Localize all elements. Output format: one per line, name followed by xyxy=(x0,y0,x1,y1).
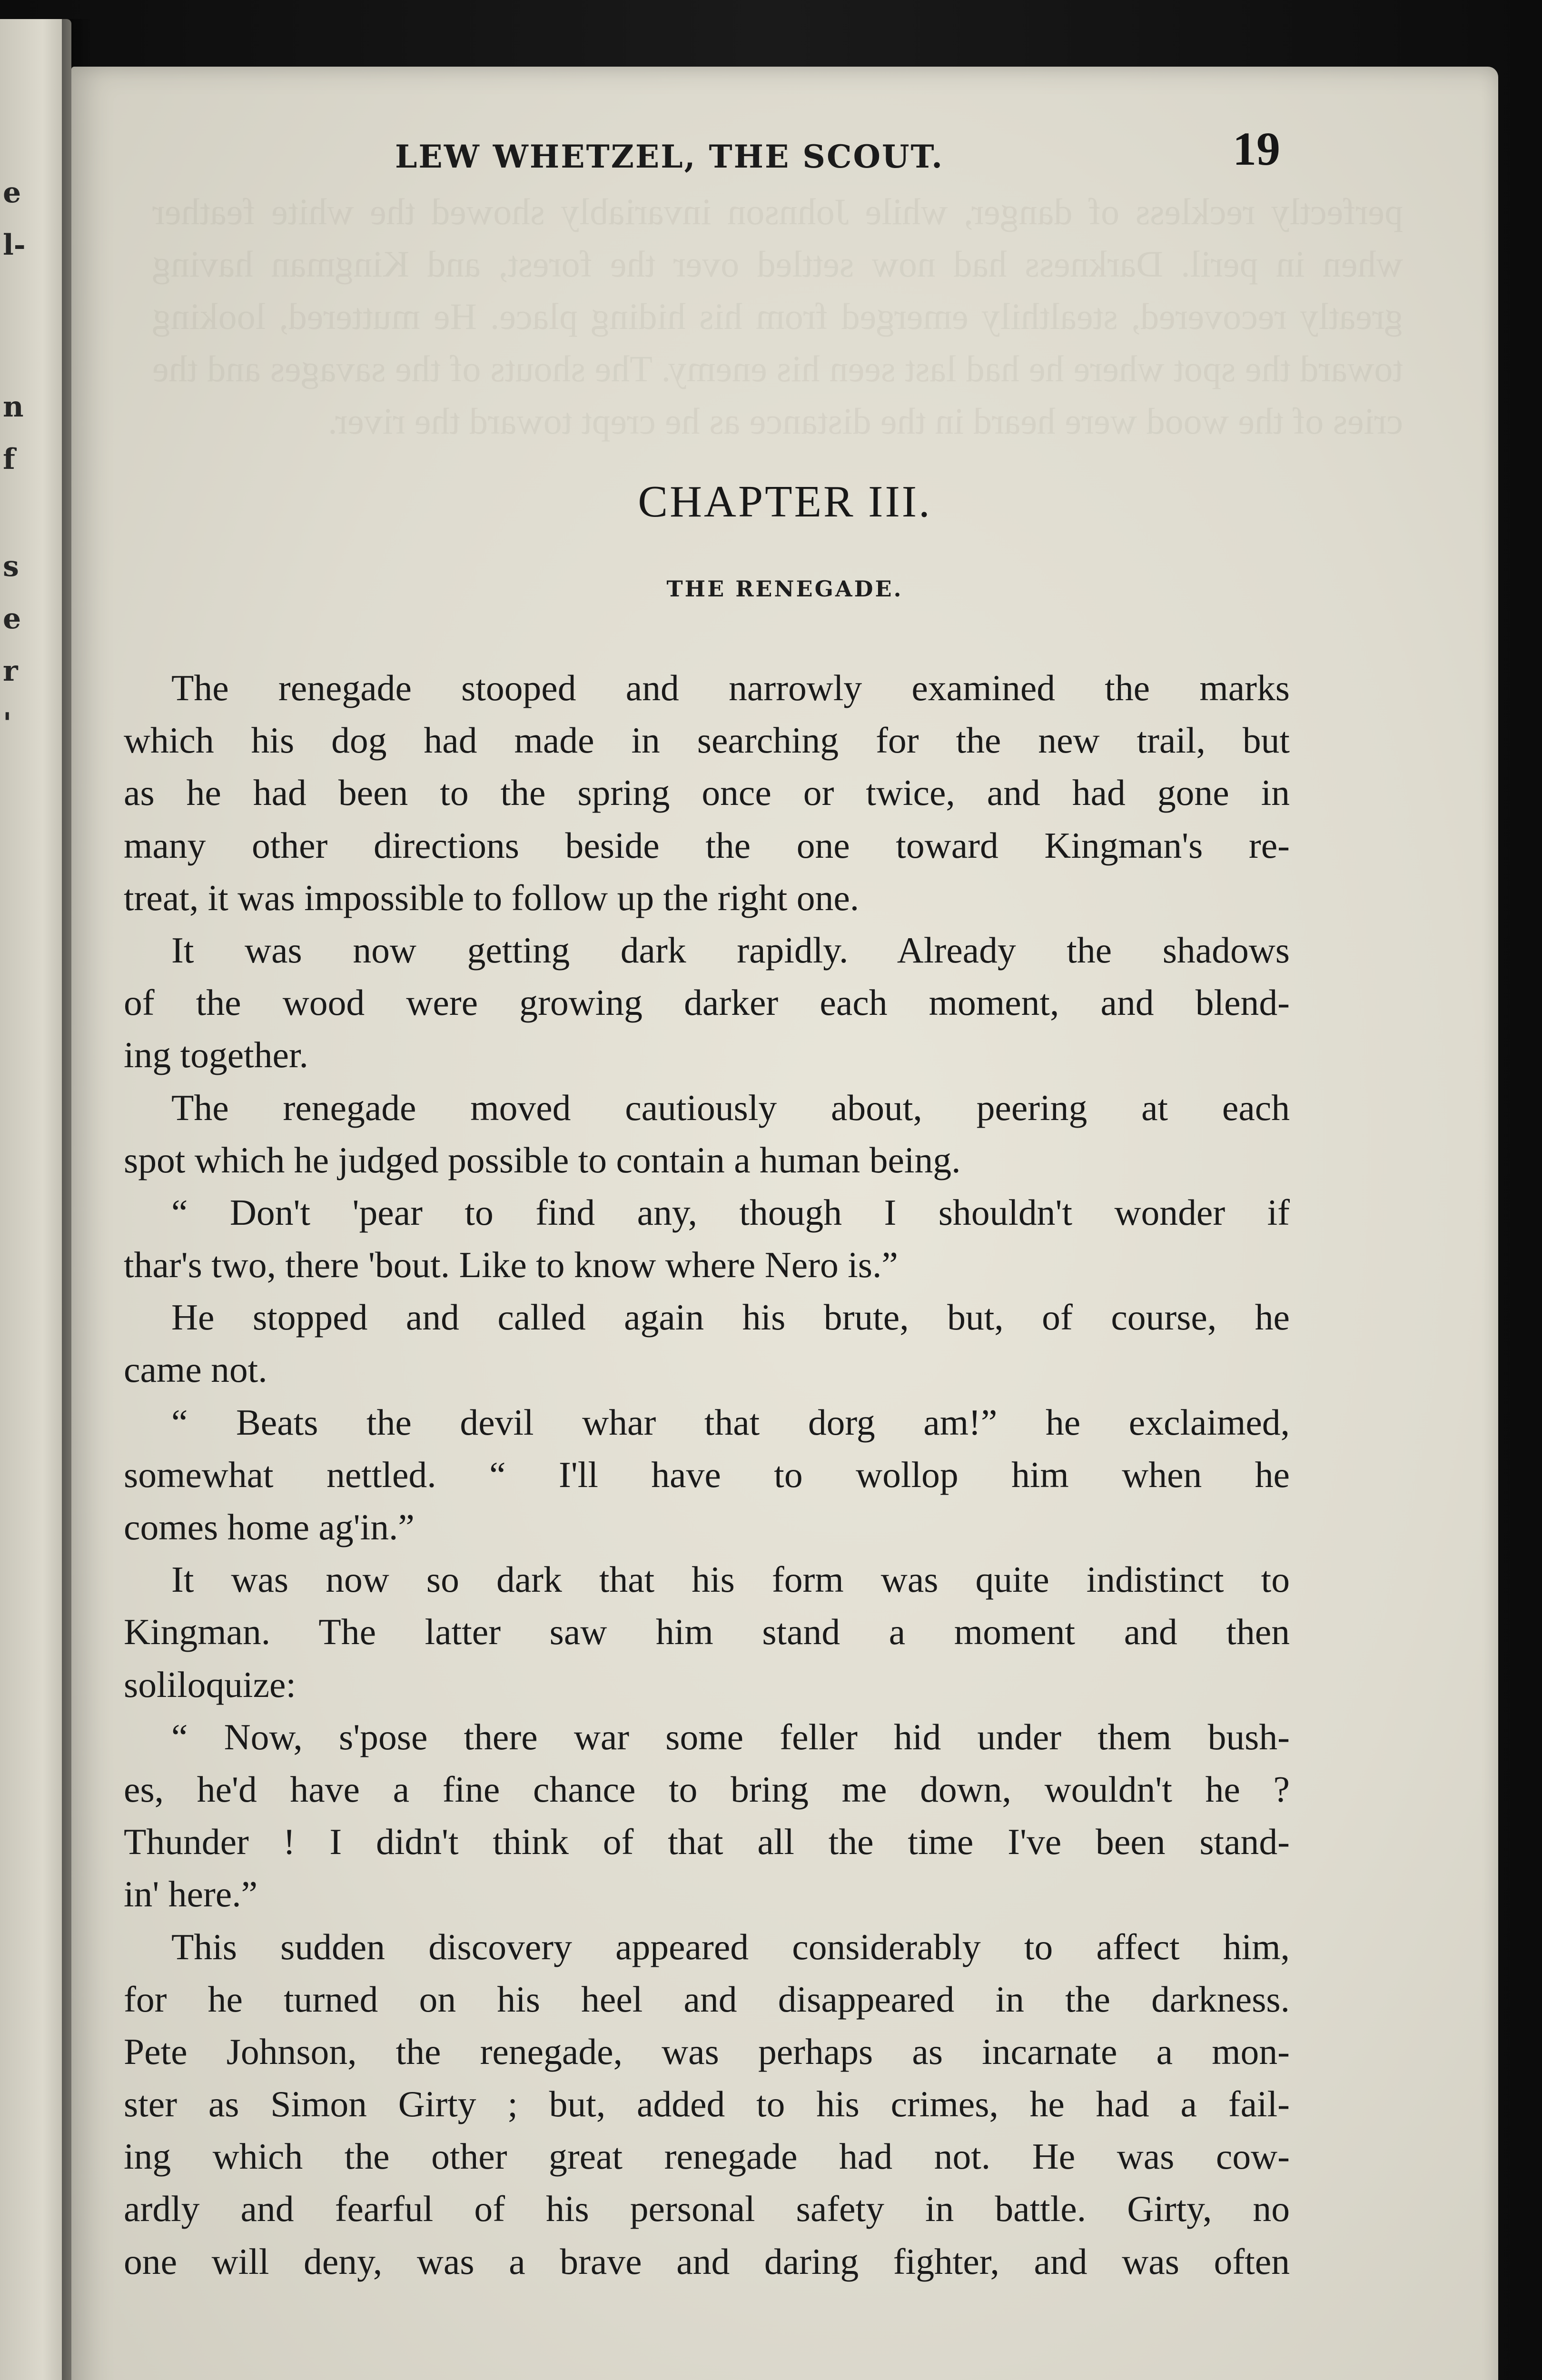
text-line: comes home ag'in.” xyxy=(124,1507,415,1547)
text-line: “ Beats the devil whar that dorg am!” he exclaimed, xyxy=(171,1401,1290,1443)
text-line: spot which he judged possible to contain a human being. xyxy=(124,1139,961,1180)
text-line: of the wood were growing darker each moment, and blend- xyxy=(124,982,1290,1023)
text-line: This sudden discovery appeared considerably to affect him, xyxy=(171,1926,1290,1967)
body-text xyxy=(124,662,1290,2288)
book-page xyxy=(71,67,1498,2380)
left-page-fragment: ' xyxy=(3,707,12,740)
text-line: in' here.” xyxy=(124,1874,258,1915)
text-line: es, he'd have a fine chance to bring me down, wouldn't he ? xyxy=(124,1768,1290,1810)
text-line: as he had been to the spring once or twice, and had gone in xyxy=(124,772,1290,813)
text-line: Thunder ! I didn't think of that all the time I've been stand- xyxy=(124,1821,1290,1863)
left-page-fragment: e xyxy=(3,602,21,635)
left-page-fragment: f xyxy=(3,443,15,476)
text-line: It was now getting dark rapidly. Already the shadows xyxy=(171,929,1290,971)
text-line: “ Don't 'pear to find any, though I shouldn't wonder if xyxy=(171,1191,1290,1233)
left-page-fragment: n xyxy=(3,390,24,424)
text-line: which his dog had made in searching for the new trail, but xyxy=(124,720,1290,761)
running-head: LEW WHETZEL, THE SCOUT. xyxy=(395,138,944,175)
text-line: ardly and fearful of his personal safety in battle. Girty, no xyxy=(124,2188,1290,2230)
text-line: “ Now, s'pose there war some feller hid under them bush- xyxy=(171,1716,1290,1757)
text-line: ster as Simon Girty ; but, added to his crimes, he had a fail- xyxy=(124,2083,1290,2125)
text-line: soliloquize: xyxy=(124,1664,297,1705)
text-line: The renegade stooped and narrowly examined the marks xyxy=(171,667,1290,708)
text-line: treat, it was impossible to follow up the right one. xyxy=(124,877,860,918)
text-line: one will deny, was a brave and daring fighter, and was often xyxy=(124,2241,1290,2282)
text-line: Kingman. The latter saw him stand a moment and then xyxy=(124,1611,1290,1653)
text-line: for he turned on his heel and disappeared in the darkness. xyxy=(124,1978,1290,2020)
text-line: thar's two, there 'bout. Like to know where Nero is.” xyxy=(124,1244,898,1286)
chapter-subtitle: THE RENEGADE. xyxy=(666,576,903,602)
show-through-texture: perfectly reckless of danger, while Johnson invariably showed the white feather when in peril. Darkness had now settled over the forest, and Kingman having greatly recovered, stealthily emerged from his hiding place. He muttered, looking toward the spot where he had last seen his enemy. The shouts of the savages and the cries of the wood were heard in the distance as he crept toward the river. xyxy=(152,191,1403,442)
left-page-fragment: s xyxy=(3,550,19,583)
chapter-title: CHAPTER III. xyxy=(638,477,932,526)
left-page-fragment: r xyxy=(3,654,18,688)
text-line: came not. xyxy=(124,1349,267,1390)
left-page-fragment: l- xyxy=(3,228,26,262)
text-line: It was now so dark that his form was quite indistinct to xyxy=(171,1559,1290,1600)
text-line: ing together. xyxy=(124,1034,308,1076)
text-line: many other directions beside the one toward Kingman's re- xyxy=(124,824,1290,866)
text-line: The renegade moved cautiously about, peering at each xyxy=(171,1087,1290,1128)
text-line: He stopped and called again his brute, but, of course, he xyxy=(171,1297,1290,1338)
text-line: ing which the other great renegade had not. He was cow- xyxy=(124,2136,1290,2177)
text-line: Pete Johnson, the renegade, was perhaps as incarnate a mon- xyxy=(124,2031,1290,2072)
text-line: somewhat nettled. “ I'll have to wollop him when he xyxy=(124,1454,1290,1495)
left-facing-page xyxy=(0,19,71,2380)
left-page-fragment: e xyxy=(3,176,21,209)
page-number: 19 xyxy=(1233,122,1280,175)
